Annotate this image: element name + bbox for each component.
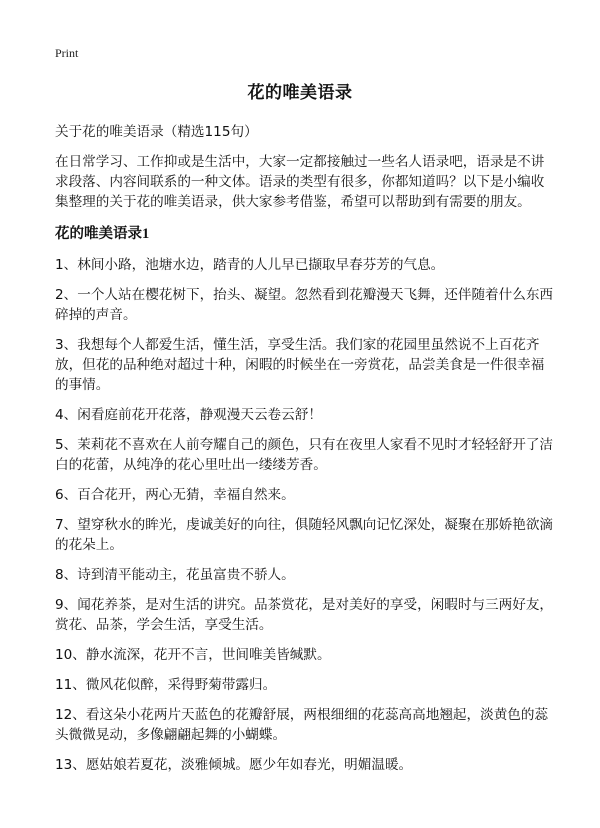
print-link[interactable]: Print — [55, 46, 79, 60]
quote-item: 13、愿姑娘若夏花，淡雅倾城。愿少年如春光，明媚温暖。 — [55, 757, 413, 773]
document-body — [55, 122, 555, 785]
quote-item: 9、闻花养茶，是对生活的讲究。品茶赏花，是对美好的享受，闲暇时与三两好友，赏花、品茶，学会生活，享受生活。 — [55, 597, 554, 633]
quote-item: 2、一个人站在樱花树下，抬头、凝望。忽然看到花瓣漫天飞舞，还伴随着什么东西碎掉的声音。 — [55, 287, 554, 323]
quote-item: 3、我想每个人都爱生活，懂生活，享受生活。我们家的花园里虽然说不上百花齐放，但花的品种绝对超过十种，闲暇的时候坐在一旁赏花，品尝美食是一件很幸福的事情。 — [55, 337, 545, 393]
quote-item: 10、静水流深，花开不言，世间唯美皆缄默。 — [55, 647, 331, 663]
quote-item: 8、诗到清平能动主，花虽富贵不骄人。 — [55, 567, 295, 583]
quote-item: 6、百合花开，两心无猜，幸福自然来。 — [55, 487, 295, 503]
document-subtitle: 关于花的唯美语录（精选115句） — [55, 124, 258, 140]
quote-item: 12、看这朵小花两片天蓝色的花瓣舒展，两根细细的花蕊高高地翘起，淡黄色的蕊头微微晃动，多像翩翩起舞的小蝴蝶。 — [55, 707, 549, 743]
quote-item: 11、微风花似醉，采得野菊带露归。 — [55, 677, 277, 693]
section-heading: 花的唯美语录1 — [55, 226, 150, 242]
quote-item: 1、林间小路，池塘水边，踏青的人儿早已撷取早春芬芳的气息。 — [55, 257, 445, 273]
intro-paragraph: 在日常学习、工作抑或是生活中，大家一定都接触过一些名人语录吧，语录是不讲求段落、内容间联系的一种文体。语录的类型有很多，你都知道吗？以下是小编收集整理的关于花的唯美语录，供大家参考借鉴，希望可以帮助到有需要的朋友。 — [55, 154, 545, 210]
quote-item: 5、茉莉花不喜欢在人前夸耀自己的颜色，只有在夜里人家看不见时才轻轻舒开了洁白的花蕾，从纯净的花心里吐出一缕缕芳香。 — [55, 437, 554, 473]
quote-item: 4、闲看庭前花开花落，静观漫天云卷云舒！ — [55, 407, 322, 423]
quote-item: 7、望穿秋水的眸光，虔诚美好的向往，俱随轻风飘向记忆深处，凝聚在那娇艳欲滴的花朵上。 — [55, 517, 554, 553]
page-title: 花的唯美语录 — [247, 83, 353, 103]
